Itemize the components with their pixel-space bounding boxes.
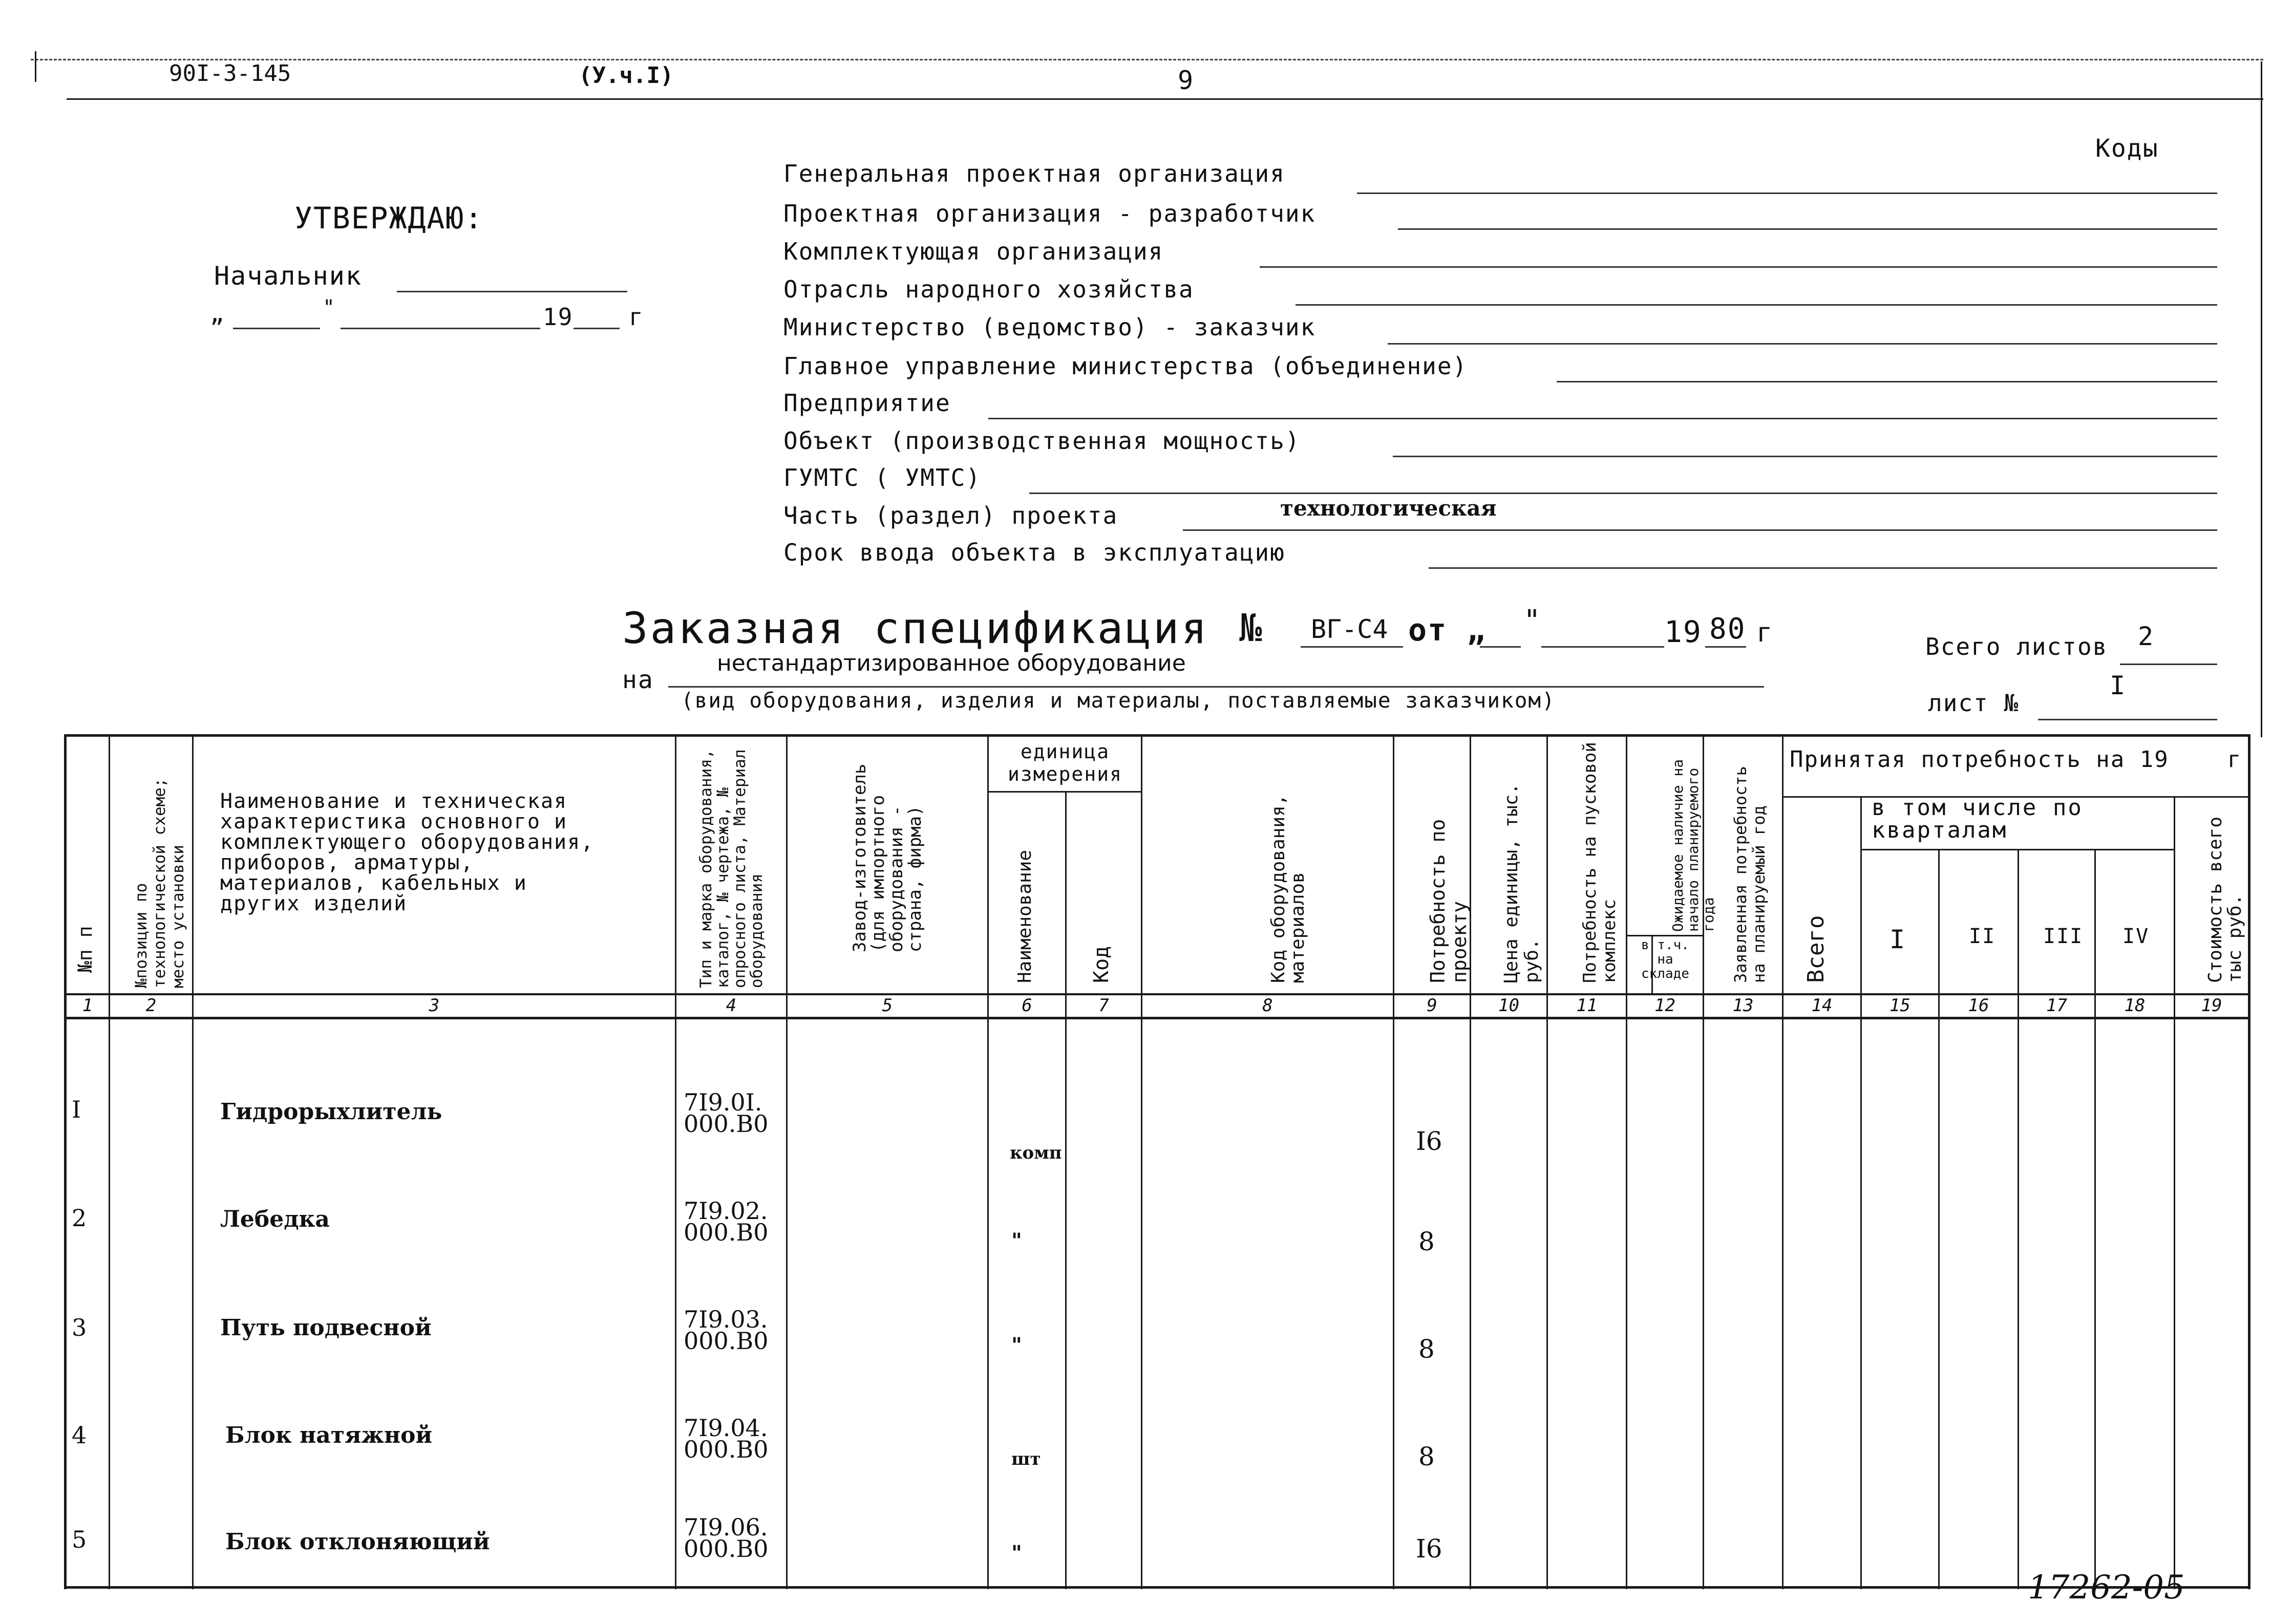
spec-year-line xyxy=(1705,646,1746,648)
org-field-label: ГУМТС ( УМТС) xyxy=(783,464,982,492)
col-divider xyxy=(786,734,788,1589)
org-field-label: Срок ввода объекта в эксплуатацию xyxy=(783,539,1285,566)
header-position xyxy=(114,737,187,988)
table-row-qty: 8 xyxy=(1418,1227,1435,1256)
col-divider xyxy=(2174,796,2175,1589)
column-number: 4 xyxy=(726,995,737,1016)
sheet-value: I xyxy=(2110,671,2127,700)
header-type-mark-text: Тип и марка оборудования, каталог, № чертежа, № опросного листа, Материал оборудования xyxy=(697,749,766,988)
col-divider xyxy=(1393,734,1394,1589)
doc-code: 90I-3-145 xyxy=(169,60,291,87)
org-field-line xyxy=(1557,381,2217,382)
header-q2: II xyxy=(1969,925,1996,948)
header-cost-total-text: Стоимость всего тыс руб. xyxy=(2205,816,2245,983)
approval-day-line xyxy=(233,328,320,329)
header-q4: IV xyxy=(2122,925,2150,948)
col-divider xyxy=(2094,849,2096,1589)
column-number: 2 xyxy=(145,995,157,1016)
org-field-line xyxy=(1398,228,2217,230)
header-unit-price xyxy=(1481,778,1542,983)
approval-year-prefix: 19 xyxy=(543,303,574,331)
table-top-border xyxy=(64,734,2250,737)
date-quote-close: " xyxy=(323,296,336,319)
table-row-name: Путь подвесной xyxy=(220,1315,432,1341)
table-right-border xyxy=(2248,734,2250,1589)
table-row-name: Блок натяжной xyxy=(225,1422,433,1448)
header-declared-need-text: Заявленная потребность на планируемый год xyxy=(1731,766,1769,983)
header-unit-group: единица измерения xyxy=(1008,740,1122,785)
spec-date-close: " xyxy=(1523,604,1542,637)
column-number: 9 xyxy=(1427,995,1437,1016)
col-divider xyxy=(1065,791,1067,1589)
col-divider xyxy=(1938,849,1940,1589)
org-field-label: Министерство (ведомство) - заказчик xyxy=(783,313,1316,341)
chief-label: Начальник xyxy=(214,261,362,291)
org-field-label: Часть (раздел) проекта xyxy=(783,502,1118,529)
org-field-line xyxy=(1029,493,2217,494)
approval-month-line xyxy=(341,328,540,329)
col-divider xyxy=(109,734,110,1589)
spec-day-line xyxy=(1480,646,1521,648)
col-divider xyxy=(675,734,676,1589)
org-field-label: Генеральная проектная организация xyxy=(783,160,1285,187)
top-border-line xyxy=(31,59,2263,60)
spec-year-suffix: г xyxy=(1756,617,1774,648)
quarters-group-line xyxy=(1860,849,2175,850)
equipment-type: нестандартизированное оборудование xyxy=(717,650,1186,676)
org-field-line xyxy=(1357,193,2217,194)
table-row-unit: " xyxy=(1011,1333,1022,1357)
column-number: 1 xyxy=(82,995,93,1016)
column-number: 16 xyxy=(1968,995,1989,1016)
col-divider xyxy=(987,734,989,1589)
total-sheets-label: Всего листов xyxy=(1925,633,2108,660)
header-unit-name: Наименование xyxy=(1014,849,1035,983)
org-field-line xyxy=(1183,529,2217,531)
header-project-need-text: Потребность по проекту xyxy=(1427,819,1471,983)
header-type-mark xyxy=(681,737,766,988)
header-equipment-code-text: Код оборудования, материалов xyxy=(1268,794,1308,983)
column-number: 18 xyxy=(2124,995,2146,1016)
approval-title: УТВЕРЖДАЮ: xyxy=(294,201,484,236)
header-expected xyxy=(1655,737,1716,932)
table-row-type: 7I9.03. 000.В0 xyxy=(684,1306,769,1355)
header-q1: I xyxy=(1889,925,1906,954)
table-row-name: Гидрорыхлитель xyxy=(220,1099,442,1125)
table-row-number: 5 xyxy=(72,1526,87,1553)
column-number: 15 xyxy=(1889,995,1910,1016)
table-row-name: Блок отклоняющий xyxy=(225,1529,490,1555)
org-field-label: Отрасль народного хозяйства xyxy=(783,275,1194,303)
total-sheets-line xyxy=(2120,664,2217,665)
table-row-type: 7I9.02. 000.В0 xyxy=(684,1197,769,1246)
spec-year-prefix: 19 xyxy=(1664,614,1702,649)
header-project-need xyxy=(1406,788,1470,983)
org-field-line xyxy=(988,418,2217,419)
codes-label: Коды xyxy=(2095,134,2159,163)
column-number: 8 xyxy=(1262,995,1273,1016)
org-field-line xyxy=(1296,304,2217,306)
c12-split-line xyxy=(1626,935,1704,936)
equipment-hint: (вид оборудования, изделия и материалы, поставляемые заказчиком) xyxy=(681,688,1556,713)
col-divider xyxy=(1860,796,1862,1589)
column-number: 13 xyxy=(1732,995,1754,1016)
col-divider xyxy=(1546,734,1548,1589)
colnum-bottom-line xyxy=(64,1017,2250,1019)
org-field-label: Объект (производственная мощность) xyxy=(783,427,1301,455)
table-row-type: 7I9.06. 000.В0 xyxy=(684,1513,769,1563)
sheet-line xyxy=(2038,719,2217,720)
total-sheets-value: 2 xyxy=(2138,622,2155,651)
header-equipment-code xyxy=(1249,788,1308,983)
chief-signature-line xyxy=(397,291,627,292)
column-number: 3 xyxy=(429,995,440,1016)
sheet-label: лист № xyxy=(1928,689,2020,717)
table-row-unit: шт xyxy=(1011,1449,1041,1469)
spec-title: Заказная спецификация xyxy=(622,603,1209,653)
table-row-number: 2 xyxy=(72,1204,87,1232)
org-field-label: Проектная организация - разработчик xyxy=(783,200,1316,227)
col-divider xyxy=(1141,734,1142,1589)
project-part-value: технологическая xyxy=(1280,496,1497,521)
header-position-text: №позиции по технологической схеме; место установки xyxy=(132,778,187,988)
table-row-type: 7I9.04. 000.В0 xyxy=(684,1414,769,1463)
col-divider xyxy=(1626,734,1627,1589)
column-number: 11 xyxy=(1576,995,1598,1016)
table-row-qty: 8 xyxy=(1418,1442,1435,1471)
org-field-label: Предприятие xyxy=(783,389,951,417)
table-row-qty: I6 xyxy=(1416,1534,1442,1564)
table-row-number: 4 xyxy=(72,1421,87,1449)
header-underline xyxy=(67,98,2263,100)
table-row-type: 7I9.0I. 000.В0 xyxy=(684,1088,769,1138)
header-q3: III xyxy=(2043,925,2084,948)
org-field-label: Главное управление министерства (объединение) xyxy=(783,352,1468,380)
table-row-unit: " xyxy=(1011,1229,1022,1253)
approval-year-suffix: г xyxy=(629,303,644,331)
column-number: 10 xyxy=(1498,995,1519,1016)
header-accepted-group: Принятая потребность на 19 г xyxy=(1790,746,2242,773)
table-left-border xyxy=(64,734,67,1589)
org-field-label: Комплектующая организация xyxy=(783,238,1164,265)
header-startup-need-text: Потребность на пусковой комплекс xyxy=(1580,742,1620,983)
spec-number-line xyxy=(1301,646,1403,648)
spec-month-line xyxy=(1541,646,1664,648)
table-row-unit: комп xyxy=(1010,1143,1062,1163)
column-number: 5 xyxy=(882,995,893,1016)
column-number: 17 xyxy=(2046,995,2067,1016)
unit-group-line xyxy=(987,791,1142,793)
na-label: на xyxy=(622,666,654,694)
header-manufacturer xyxy=(832,758,924,952)
approval-year-line xyxy=(574,328,620,329)
table-row-qty: 8 xyxy=(1418,1334,1435,1364)
column-number: 7 xyxy=(1098,995,1109,1016)
header-unit-code: Код xyxy=(1090,946,1113,983)
org-field-line xyxy=(1260,266,2217,268)
header-name: Наименование и техническая характеристика основного и комплектующего оборудования, приборов, арматуры, материалов, кабельных и других изделий xyxy=(220,789,595,915)
header-total: Всего xyxy=(1803,915,1829,983)
column-number: 6 xyxy=(1022,995,1032,1016)
org-field-line xyxy=(1429,567,2217,569)
table-row-qty: I6 xyxy=(1416,1126,1442,1156)
header-unit-price-text: Цена единицы, тыс. руб. xyxy=(1501,783,1542,983)
header-declared-need xyxy=(1713,737,1768,983)
inventory-number: 17262-05 xyxy=(2028,1569,2185,1607)
header-row-number: №п п xyxy=(74,926,96,973)
col-divider xyxy=(2018,849,2019,1589)
header-in-stock: в т.ч. на складе xyxy=(1641,937,1689,981)
spec-number-sign: № xyxy=(1239,606,1263,650)
column-number: 19 xyxy=(2201,995,2222,1016)
col-divider xyxy=(1782,734,1784,1589)
doc-part: (У.ч.I) xyxy=(579,62,674,89)
table-bottom-border xyxy=(64,1586,2250,1589)
header-manufacturer-text: Завод-изготовитель (для импортного оборудования - страна, фирма) xyxy=(850,763,925,952)
header-startup-need xyxy=(1561,737,1619,983)
right-margin-line xyxy=(2261,61,2262,737)
page-number: 9 xyxy=(1178,66,1194,95)
table-row-name: Лебедка xyxy=(220,1206,330,1232)
table-row-unit: " xyxy=(1011,1541,1022,1565)
spec-number: ВГ-С4 xyxy=(1311,614,1388,644)
na-line xyxy=(668,686,1764,688)
spec-year: 80 xyxy=(1709,612,1746,646)
column-number: 14 xyxy=(1811,995,1833,1016)
left-margin-line xyxy=(35,51,36,82)
date-quote-open: „ xyxy=(210,300,225,327)
header-expected-text: Ожидаемое наличие на начало планируемого года xyxy=(1669,759,1717,932)
table-row-number: I xyxy=(72,1096,81,1123)
org-field-line xyxy=(1393,456,2217,457)
header-quarters-group: в том числе по кварталам xyxy=(1872,795,2083,843)
spec-date-prefix: от „ xyxy=(1408,612,1487,648)
column-number: 12 xyxy=(1654,995,1675,1016)
col-divider xyxy=(192,734,194,1589)
header-cost-total xyxy=(2186,788,2245,983)
org-field-line xyxy=(1388,343,2217,345)
table-row-number: 3 xyxy=(72,1314,87,1341)
